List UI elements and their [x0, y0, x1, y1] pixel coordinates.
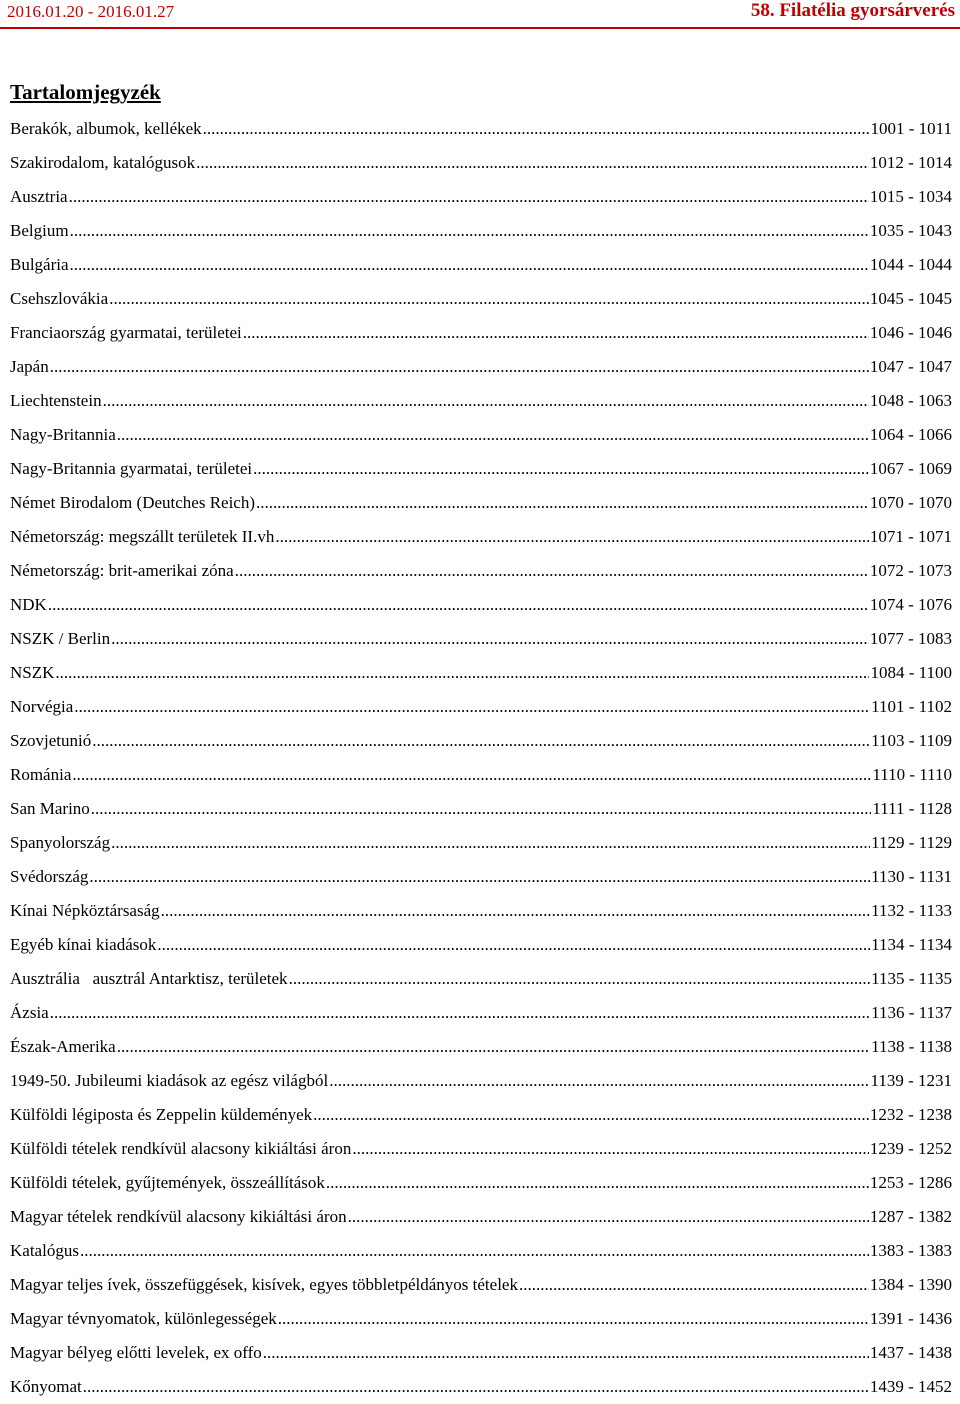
auction-date-range: 2016.01.20 - 2016.01.27	[7, 2, 175, 21]
toc-entry-label: Svédország	[10, 867, 89, 886]
toc-entry-label: Csehszlovákia	[10, 289, 109, 308]
toc-entry-label: Románia	[10, 765, 72, 784]
toc-entry-pages: 1130 - 1131	[871, 867, 952, 886]
toc-entry-label: Bulgária	[10, 255, 69, 274]
toc-entry-pages: 1012 - 1014	[869, 153, 952, 172]
toc-dot-leader	[161, 894, 870, 928]
toc-entry[interactable]	[10, 452, 952, 486]
toc-dot-leader	[253, 452, 869, 486]
toc-entry[interactable]	[10, 316, 952, 350]
toc-entry-pages: 1439 - 1452	[869, 1377, 952, 1396]
toc-entry-label: Liechtenstein	[10, 391, 102, 410]
toc-entry[interactable]	[10, 554, 952, 588]
toc-dot-leader	[348, 1200, 869, 1234]
toc-entry[interactable]	[10, 248, 952, 282]
toc-dot-leader	[275, 520, 868, 554]
toc-entry-pages: 1136 - 1137	[871, 1003, 952, 1022]
toc-entry[interactable]	[10, 758, 952, 792]
toc-entry[interactable]	[10, 894, 952, 928]
toc-entry[interactable]	[10, 1336, 952, 1370]
toc-entry-pages: 1287 - 1382	[869, 1207, 952, 1226]
toc-entry-label: Belgium	[10, 221, 69, 240]
toc-entry[interactable]	[10, 214, 952, 248]
toc-entry-label: Németország: megszállt területek II.vh	[10, 527, 275, 546]
toc-entry-pages: 1437 - 1438	[869, 1343, 952, 1362]
toc-entry-pages: 1044 - 1044	[869, 255, 952, 274]
toc-entry-pages: 1045 - 1045	[869, 289, 952, 308]
toc-dot-leader	[83, 1370, 869, 1404]
toc-entry[interactable]	[10, 282, 952, 316]
toc-entry-pages: 1070 - 1070	[869, 493, 952, 512]
toc-entry[interactable]	[10, 1200, 952, 1234]
toc-dot-leader	[111, 826, 870, 860]
toc-entry[interactable]	[10, 1098, 952, 1132]
toc-entry-pages: 1077 - 1083	[869, 629, 952, 648]
toc-dot-leader	[74, 690, 870, 724]
toc-entry[interactable]	[10, 486, 952, 520]
toc-dot-leader	[117, 418, 869, 452]
toc-dot-leader	[326, 1166, 869, 1200]
toc-entry-pages: 1384 - 1390	[869, 1275, 952, 1294]
toc-dot-leader	[91, 792, 872, 826]
toc-dot-leader	[72, 758, 871, 792]
toc-entry[interactable]	[10, 146, 952, 180]
toc-entry-pages: 1139 - 1231	[870, 1071, 952, 1090]
toc-entry[interactable]	[10, 860, 952, 894]
toc-entry[interactable]	[10, 112, 952, 146]
toc-entry-label: Magyar bélyeg előtti levelek, ex offo	[10, 1343, 262, 1362]
toc-dot-leader	[69, 180, 869, 214]
toc-dot-leader	[313, 1098, 869, 1132]
toc-entry[interactable]	[10, 588, 952, 622]
toc-entry-pages: 1103 - 1109	[871, 731, 952, 750]
toc-dot-leader	[196, 146, 869, 180]
toc-dot-leader	[111, 622, 869, 656]
toc-dot-leader	[70, 214, 869, 248]
toc-dot-leader	[48, 588, 869, 622]
toc-entry[interactable]	[10, 690, 952, 724]
toc-entry-label: Magyar teljes ívek, összefüggések, kisívek, egyes többletpéldányos tételek	[10, 1275, 518, 1294]
page-header	[0, 0, 960, 26]
toc-dot-leader	[289, 962, 871, 996]
toc-entry[interactable]	[10, 1234, 952, 1268]
toc-entry-pages: 1383 - 1383	[869, 1241, 952, 1260]
toc-dot-leader	[329, 1064, 869, 1098]
toc-entry-label: Katalógus	[10, 1241, 79, 1260]
toc-entry-pages: 1035 - 1043	[869, 221, 952, 240]
toc-entry-pages: 1084 - 1100	[870, 663, 952, 682]
toc-entry[interactable]	[10, 180, 952, 214]
toc-entry[interactable]	[10, 1268, 952, 1302]
toc-entry-pages: 1101 - 1102	[871, 697, 952, 716]
toc-entry-label: Kőnyomat	[10, 1377, 82, 1396]
toc-entry-label: NSZK / Berlin	[10, 629, 111, 648]
toc-entry[interactable]	[10, 724, 952, 758]
toc-entry[interactable]	[10, 1030, 952, 1064]
toc-entry-pages: 1072 - 1073	[869, 561, 952, 580]
toc-entry-label: NDK	[10, 595, 47, 614]
toc-entry-label: Észak-Amerika	[10, 1037, 116, 1056]
toc-entry[interactable]	[10, 792, 952, 826]
toc-entry[interactable]	[10, 622, 952, 656]
toc-entry-label: Spanyolország	[10, 833, 111, 852]
toc-entry-label: Ausztrália ausztrál Antarktisz, területek	[10, 969, 288, 988]
toc-dot-leader	[92, 724, 870, 758]
toc-dot-leader	[235, 554, 869, 588]
toc-entry[interactable]	[10, 384, 952, 418]
toc-entry-pages: 1047 - 1047	[869, 357, 952, 376]
toc-entry-label: Magyar tételek rendkívül alacsony kikiáltási áron	[10, 1207, 347, 1226]
toc-entry[interactable]	[10, 928, 952, 962]
toc-entry-label: Magyar tévnyomatok, különlegességek	[10, 1309, 277, 1328]
toc-entry-pages: 1132 - 1133	[871, 901, 952, 920]
toc-entry-pages: 1138 - 1138	[871, 1037, 952, 1056]
toc-entry-label: Egyéb kínai kiadások	[10, 935, 157, 954]
toc-entry-label: Külföldi tételek, gyűjtemények, összeállítások	[10, 1173, 325, 1192]
toc-entry[interactable]	[10, 1132, 952, 1166]
toc-entry-pages: 1067 - 1069	[869, 459, 952, 478]
toc-dot-leader	[157, 928, 870, 962]
toc-entry-pages: 1134 - 1134	[871, 935, 952, 954]
toc-entry-label: Kínai Népköztársaság	[10, 901, 160, 920]
toc-entry-label: Németország: brit-amerikai zóna	[10, 561, 234, 580]
toc-entry-label: Szovjetunió	[10, 731, 92, 750]
toc-dot-leader	[50, 350, 869, 384]
toc-entry[interactable]	[10, 1166, 952, 1200]
toc-dot-leader	[109, 282, 869, 316]
toc-dot-leader	[70, 248, 869, 282]
toc-entry-label: Ázsia	[10, 1003, 49, 1022]
toc-entry-pages: 1135 - 1135	[871, 969, 952, 988]
toc-dot-leader	[103, 384, 869, 418]
toc-entry[interactable]	[10, 656, 952, 690]
toc-dot-leader	[263, 1336, 869, 1370]
toc-entry-label: Német Birodalom (Deutches Reich)	[10, 493, 256, 512]
toc-list	[10, 112, 952, 1404]
toc-entry-label: Külföldi tételek rendkívül alacsony kikiáltási áron	[10, 1139, 352, 1158]
toc-entry[interactable]	[10, 826, 952, 860]
toc-entry[interactable]	[10, 1370, 952, 1404]
toc-dot-leader	[80, 1234, 869, 1268]
toc-entry[interactable]	[10, 350, 952, 384]
toc-entry[interactable]	[10, 1302, 952, 1336]
toc-dot-leader	[203, 112, 870, 146]
toc-dot-leader	[89, 860, 870, 894]
toc-entry-label: Nagy-Britannia	[10, 425, 116, 444]
toc-entry-label: Nagy-Britannia gyarmatai, területei	[10, 459, 253, 478]
toc-title: Tartalomjegyzék	[10, 80, 161, 104]
header-divider	[0, 27, 960, 29]
toc-entry[interactable]	[10, 996, 952, 1030]
toc-entry-label: Japán	[10, 357, 49, 376]
toc-entry-pages: 1001 - 1011	[870, 119, 952, 138]
toc-entry[interactable]	[10, 520, 952, 554]
toc-entry-label: Szakirodalom, katalógusok	[10, 153, 196, 172]
toc-dot-leader	[352, 1132, 869, 1166]
toc-entry[interactable]	[10, 962, 952, 996]
toc-entry-pages: 1110 - 1110	[872, 765, 952, 784]
toc-entry-label: Berakók, albumok, kellékek	[10, 119, 202, 138]
toc-entry[interactable]	[10, 1064, 952, 1098]
toc-dot-leader	[50, 996, 870, 1030]
toc-entry-pages: 1111 - 1128	[872, 799, 952, 818]
toc-entry-pages: 1071 - 1071	[869, 527, 952, 546]
toc-entry-label: 1949-50. Jubileumi kiadások az egész világból	[10, 1071, 329, 1090]
toc-dot-leader	[55, 656, 869, 690]
toc-dot-leader	[256, 486, 869, 520]
toc-entry-pages: 1253 - 1286	[869, 1173, 952, 1192]
toc-entry-pages: 1064 - 1066	[869, 425, 952, 444]
toc-entry-label: Külföldi légiposta és Zeppelin küldemények	[10, 1105, 313, 1124]
toc-dot-leader	[519, 1268, 869, 1302]
toc-entry-label: Norvégia	[10, 697, 74, 716]
toc-entry-pages: 1129 - 1129	[871, 833, 952, 852]
toc-entry-pages: 1239 - 1252	[869, 1139, 952, 1158]
toc-entry-pages: 1046 - 1046	[869, 323, 952, 342]
toc-entry[interactable]	[10, 418, 952, 452]
toc-entry-label: NSZK	[10, 663, 55, 682]
toc-entry-label: Ausztria	[10, 187, 68, 206]
toc-entry-label: San Marino	[10, 799, 90, 818]
toc-entry-pages: 1074 - 1076	[869, 595, 952, 614]
auction-title: 58. Filatélia gyorsárverés	[750, 0, 955, 21]
toc-entry-label: Franciaország gyarmatai, területei	[10, 323, 242, 342]
toc-entry-pages: 1015 - 1034	[869, 187, 952, 206]
toc-entry-pages: 1048 - 1063	[869, 391, 952, 410]
toc-dot-leader	[117, 1030, 870, 1064]
toc-dot-leader	[278, 1302, 869, 1336]
toc-entry-pages: 1391 - 1436	[869, 1309, 952, 1328]
toc-entry-pages: 1232 - 1238	[869, 1105, 952, 1124]
toc-dot-leader	[243, 316, 869, 350]
